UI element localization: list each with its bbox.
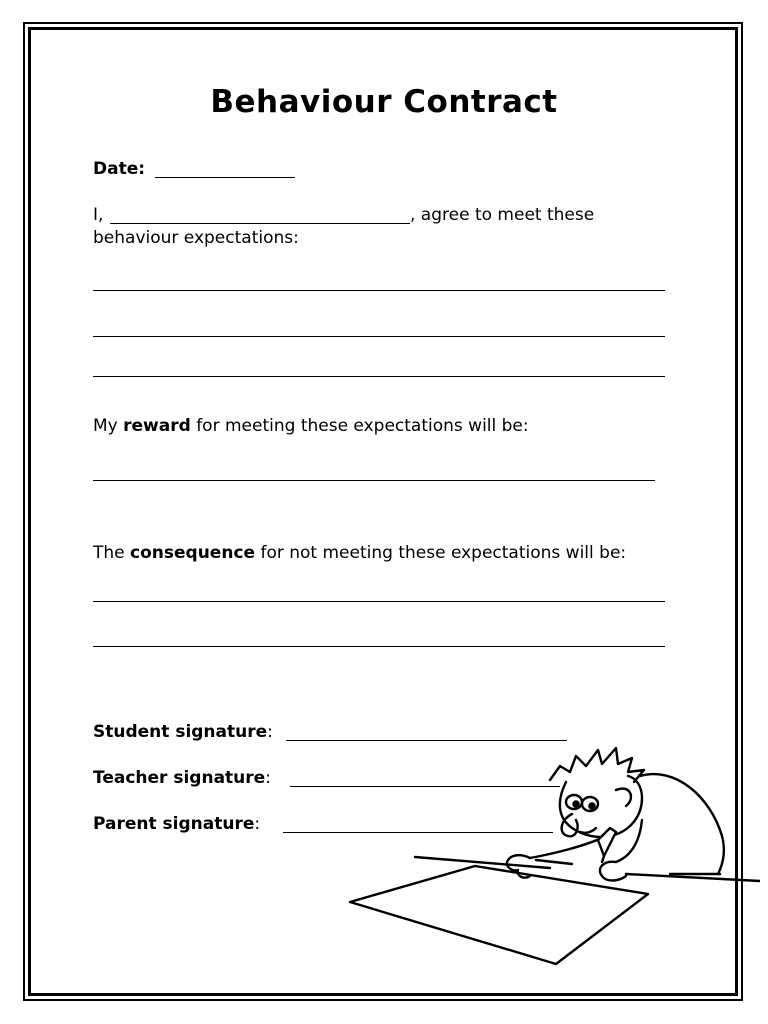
student-writing-cartoon-icon xyxy=(340,736,760,968)
agree-prefix: I, xyxy=(93,205,104,225)
student-name-field-line[interactable] xyxy=(110,223,410,224)
student-signature-label xyxy=(93,722,273,742)
teacher-signature-colon: : xyxy=(265,768,271,788)
parent-signature-text: Parent signature xyxy=(93,814,255,834)
consequence-line-2[interactable] xyxy=(93,646,665,647)
consequence-line-1[interactable] xyxy=(93,601,665,602)
parent-signature-label xyxy=(93,814,260,834)
student-signature-text: Student signature xyxy=(93,722,268,742)
document-title: Behaviour Contract xyxy=(210,84,558,120)
teacher-signature-text: Teacher signature xyxy=(93,768,266,788)
agree-suffix: , agree to meet these xyxy=(410,205,595,225)
student-signature-colon: : xyxy=(267,722,273,742)
reward-line[interactable] xyxy=(93,480,655,481)
reward-pre: My xyxy=(93,416,124,436)
date-field-line[interactable] xyxy=(155,177,295,178)
expectation-line-2[interactable] xyxy=(93,336,665,337)
reward-bold: reward xyxy=(123,416,191,436)
consequence-post: for not meeting these expectations will be: xyxy=(255,543,627,563)
agree-line2: behaviour expectations: xyxy=(93,228,299,248)
reward-text xyxy=(93,416,529,436)
consequence-text xyxy=(93,543,626,563)
expectation-line-1[interactable] xyxy=(93,290,665,291)
reward-post: for meeting these expectations will be: xyxy=(190,416,529,436)
date-label: Date: xyxy=(93,159,146,179)
parent-signature-colon: : xyxy=(254,814,261,834)
consequence-pre: The xyxy=(93,543,131,563)
teacher-signature-label xyxy=(93,768,271,788)
expectation-line-3[interactable] xyxy=(93,376,665,377)
consequence-bold: consequence xyxy=(130,543,256,563)
